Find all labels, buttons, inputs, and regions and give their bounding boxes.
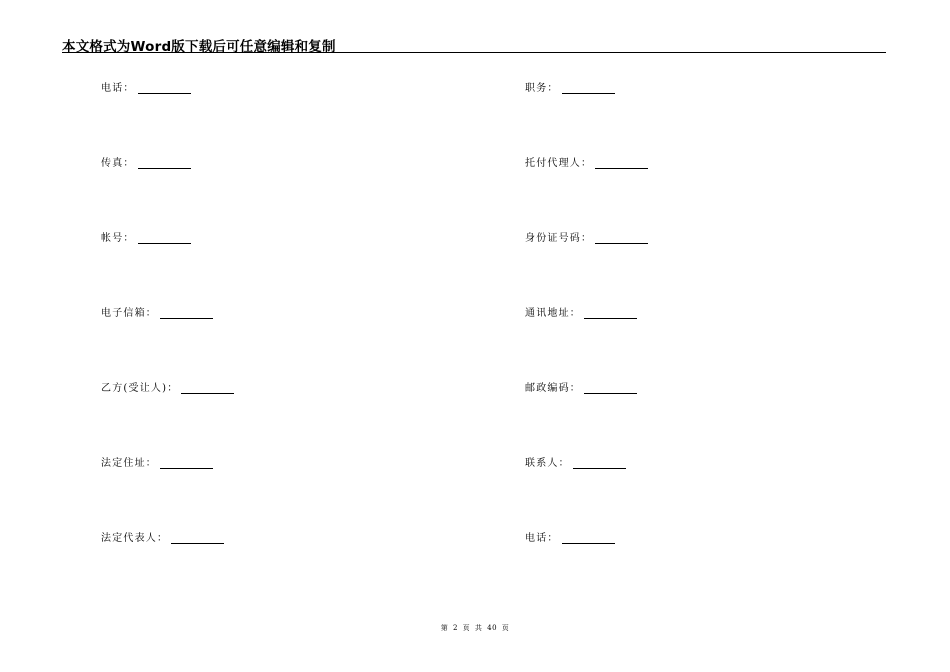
fill-blank[interactable] (171, 534, 224, 544)
fill-blank[interactable] (584, 384, 637, 394)
fill-blank[interactable] (573, 459, 626, 469)
fill-blank[interactable] (595, 234, 648, 244)
fill-blank[interactable] (160, 309, 213, 319)
field-email (101, 304, 213, 319)
field-phone (101, 79, 191, 94)
fill-blank[interactable] (562, 534, 615, 544)
field-label: 邮政编码： (525, 383, 581, 394)
footer-prefix: 第 (440, 624, 449, 632)
field-label: 托付代理人： (525, 158, 593, 169)
field-position (525, 79, 615, 94)
field-label: 帐号： (101, 233, 135, 244)
page-header (62, 36, 886, 53)
footer-page: 2 (452, 624, 458, 632)
field-label: 乙方(受让人)： (101, 383, 179, 394)
fill-blank[interactable] (181, 384, 234, 394)
fill-blank[interactable] (584, 309, 637, 319)
field-fax (101, 154, 191, 169)
field-label: 电话： (101, 83, 135, 94)
field-label: 职务： (525, 83, 559, 94)
field-legal-representative (101, 529, 224, 544)
fill-blank[interactable] (138, 84, 191, 94)
field-label: 法定住址： (101, 458, 157, 469)
field-account (101, 229, 191, 244)
field-label: 电话： (525, 533, 559, 544)
field-id-number (525, 229, 648, 244)
field-label: 联系人： (525, 458, 570, 469)
field-legal-address (101, 454, 213, 469)
fill-blank[interactable] (595, 159, 648, 169)
footer-total-prefix: 共 (474, 624, 483, 632)
fill-blank[interactable] (562, 84, 615, 94)
field-party-b (101, 379, 234, 394)
field-agent (525, 154, 648, 169)
fill-blank[interactable] (138, 159, 191, 169)
footer-total: 40 (487, 624, 498, 632)
field-label: 电子信箱： (101, 308, 157, 319)
field-contact (525, 454, 626, 469)
field-label: 法定代表人： (101, 533, 169, 544)
fill-blank[interactable] (138, 234, 191, 244)
field-label: 身份证号码： (525, 233, 593, 244)
field-postal-code (525, 379, 637, 394)
fill-blank[interactable] (160, 459, 213, 469)
footer-total-unit: 页 (501, 624, 510, 632)
field-label: 通讯地址： (525, 308, 581, 319)
header-text: 本文格式为Word版下载后可任意编辑和复制 (62, 39, 336, 55)
field-phone-2 (525, 529, 615, 544)
page-number-footer (0, 623, 950, 633)
field-mailing-address (525, 304, 637, 319)
footer-page-unit: 页 (462, 624, 471, 632)
field-label: 传真： (101, 158, 135, 169)
